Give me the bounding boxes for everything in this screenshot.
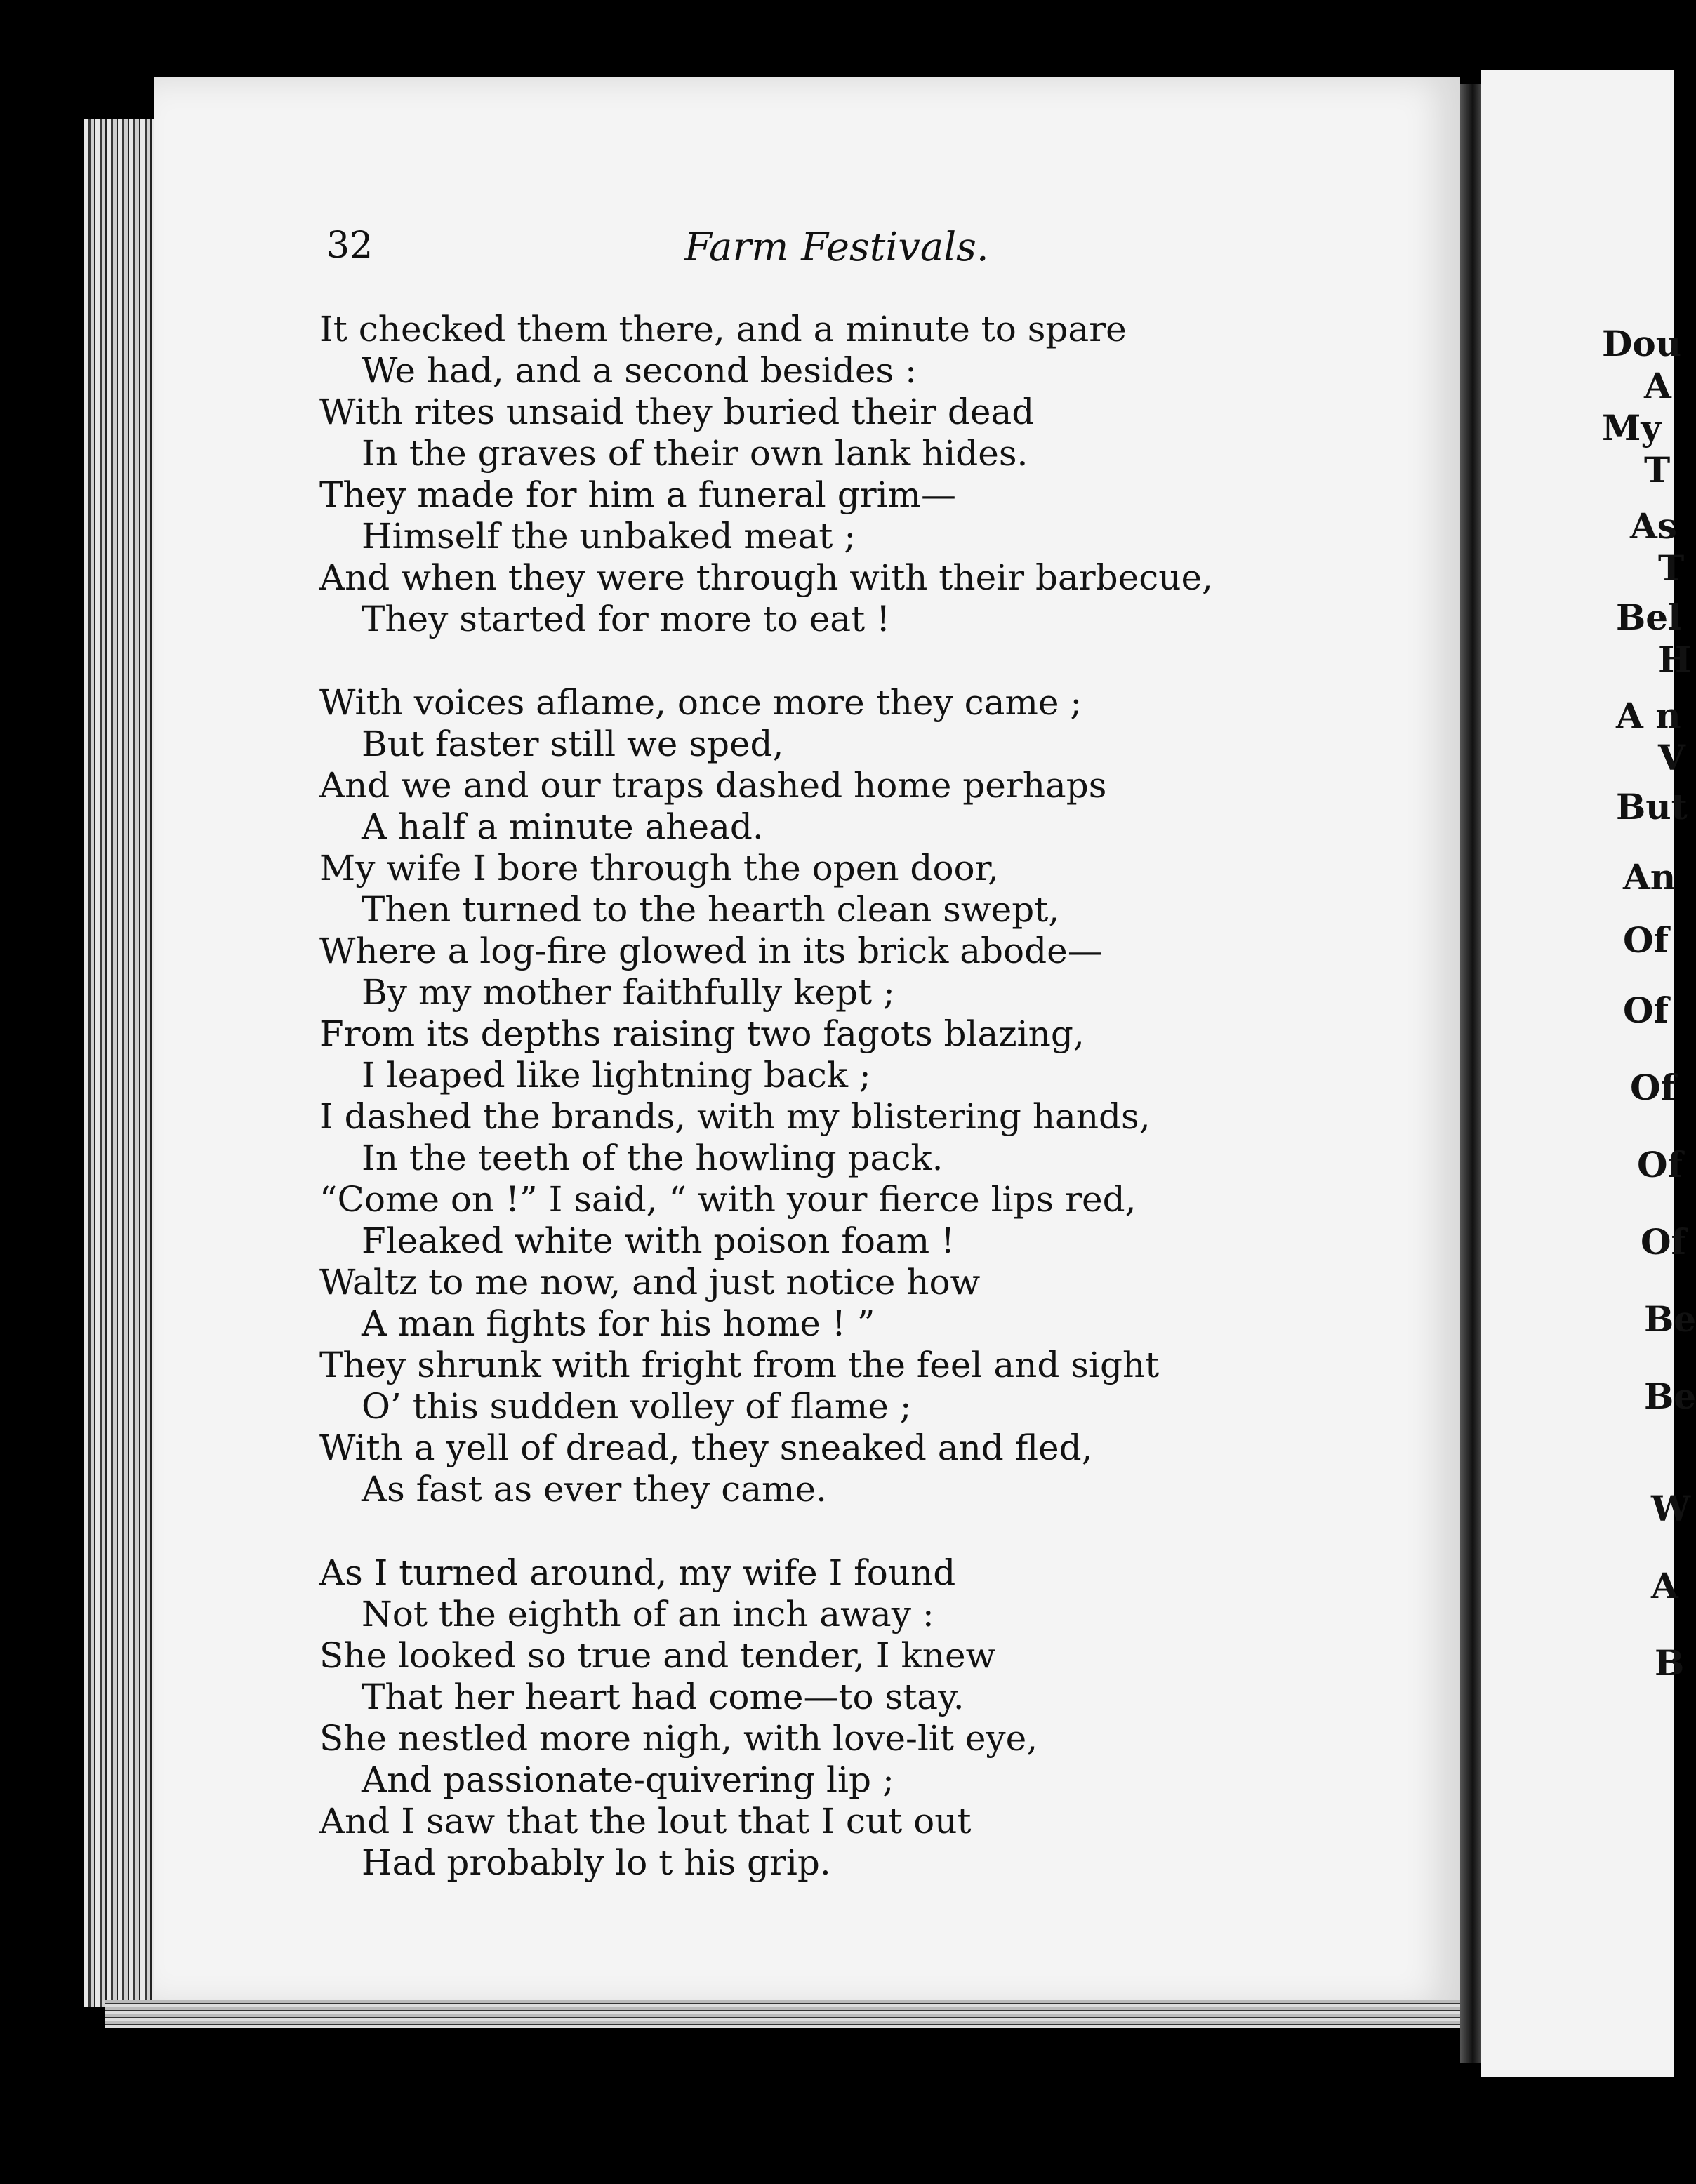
facing-page-fragment: An <box>1623 856 1676 898</box>
poem-line: My wife I bore through the open door, <box>319 848 999 888</box>
facing-page-fragment: A <box>1644 365 1671 406</box>
facing-page-fragment: A n <box>1616 695 1681 736</box>
facing-page-fragment: As <box>1630 505 1677 547</box>
poem-line: In the graves of their own lank hides. <box>362 433 1028 474</box>
poem-line: She looked so true and tender, I knew <box>319 1635 996 1676</box>
poem-line: Had probably lo t his grip. <box>362 1842 831 1883</box>
facing-page-fragment: V <box>1658 737 1685 778</box>
facing-page-fragment: W <box>1651 1488 1691 1529</box>
facing-page-fragment: H <box>1658 639 1692 680</box>
poem-line: With a yell of dread, they sneaked and fled, <box>319 1427 1093 1468</box>
poem-line: As fast as ever they came. <box>362 1469 827 1510</box>
page-number: 32 <box>326 225 373 267</box>
facing-page-fragment: Bel <box>1616 597 1682 638</box>
stanza <box>319 682 1415 1510</box>
facing-page-fragment: Of <box>1641 1221 1687 1263</box>
poem-line: With voices aflame, once more they came ; <box>319 682 1082 723</box>
facing-page-fragment: T <box>1644 449 1671 491</box>
poem-line: Not the eighth of an inch away : <box>362 1594 934 1634</box>
poem-line: Where a log-fire glowed in its brick abode— <box>319 931 1103 971</box>
poem-line: “Come on !” I said, “ with your fierce lips red, <box>319 1179 1137 1220</box>
poem-line: But faster still we sped, <box>362 724 784 764</box>
poem-body <box>319 309 1415 1884</box>
poem-line: We had, and a second besides : <box>362 350 917 391</box>
facing-page-fragment: Of <box>1623 919 1669 961</box>
stanza-gap <box>319 1510 1415 1552</box>
poem-line: They shrunk with fright from the feel and sight <box>319 1345 1160 1385</box>
poem-line: She nestled more nigh, with love-lit eye, <box>319 1718 1038 1759</box>
facing-page-fragment: Dou <box>1602 323 1682 364</box>
poem-line: By my mother faithfully kept ; <box>362 972 895 1013</box>
running-head <box>326 225 1309 288</box>
poem-line: I leaped like lightning back ; <box>362 1055 871 1096</box>
poem-line: As I turned around, my wife I found <box>319 1552 956 1593</box>
poem-line: That her heart had come—to stay. <box>362 1677 965 1717</box>
facing-page-fragment: Be <box>1644 1298 1696 1340</box>
poem-line: A man fights for his home ! ” <box>362 1303 875 1344</box>
book-gutter <box>1460 84 1481 2063</box>
poem-line: And I saw that the lout that I cut out <box>319 1801 972 1842</box>
poem-line: O’ this sudden volley of flame ; <box>362 1386 912 1427</box>
poem-line: A half a minute ahead. <box>362 806 764 847</box>
stanza-gap <box>319 640 1415 682</box>
poem-line: They started for more to eat ! <box>362 599 891 639</box>
facing-page-fragment: Of <box>1630 1067 1676 1108</box>
stanza <box>319 1552 1415 1884</box>
poem-line: It checked them there, and a minute to spare <box>319 309 1127 349</box>
book-bottom-edge <box>105 2000 1467 2028</box>
poem-line: And when they were through with their barbecue, <box>319 557 1213 598</box>
facing-page-fragment: B <box>1655 1642 1685 1684</box>
poem-line: And we and our traps dashed home perhaps <box>319 765 1107 806</box>
page-title: Farm Festivals. <box>684 225 989 270</box>
poem-line: I dashed the brands, with my blistering hands, <box>319 1096 1151 1137</box>
facing-page-fragment: My <box>1602 407 1662 448</box>
facing-page-fragments <box>1602 323 1696 1726</box>
facing-page-fragment: Of <box>1637 1144 1683 1185</box>
poem-line: From its depths raising two fagots blazing, <box>319 1013 1085 1054</box>
facing-page-fragment: A <box>1651 1565 1678 1606</box>
poem-line: In the teeth of the howling pack. <box>362 1138 943 1178</box>
poem-line: They made for him a funeral grim— <box>319 474 957 515</box>
stanza <box>319 309 1415 640</box>
poem-line: Then turned to the hearth clean swept, <box>362 889 1060 930</box>
facing-page-fragment: But <box>1616 786 1688 827</box>
poem-line: Fleaked white with poison foam ! <box>362 1220 955 1261</box>
poem-line: With rites unsaid they buried their dead <box>319 392 1035 432</box>
facing-page-fragment: Be <box>1644 1376 1696 1417</box>
poem-line: Himself the unbaked meat ; <box>362 516 856 557</box>
poem-line: And passionate-quivering lip ; <box>362 1759 894 1800</box>
facing-page-fragment: T <box>1658 547 1685 589</box>
facing-page-fragment: Of <box>1623 990 1669 1031</box>
poem-line: Waltz to me now, and just notice how <box>319 1262 981 1303</box>
